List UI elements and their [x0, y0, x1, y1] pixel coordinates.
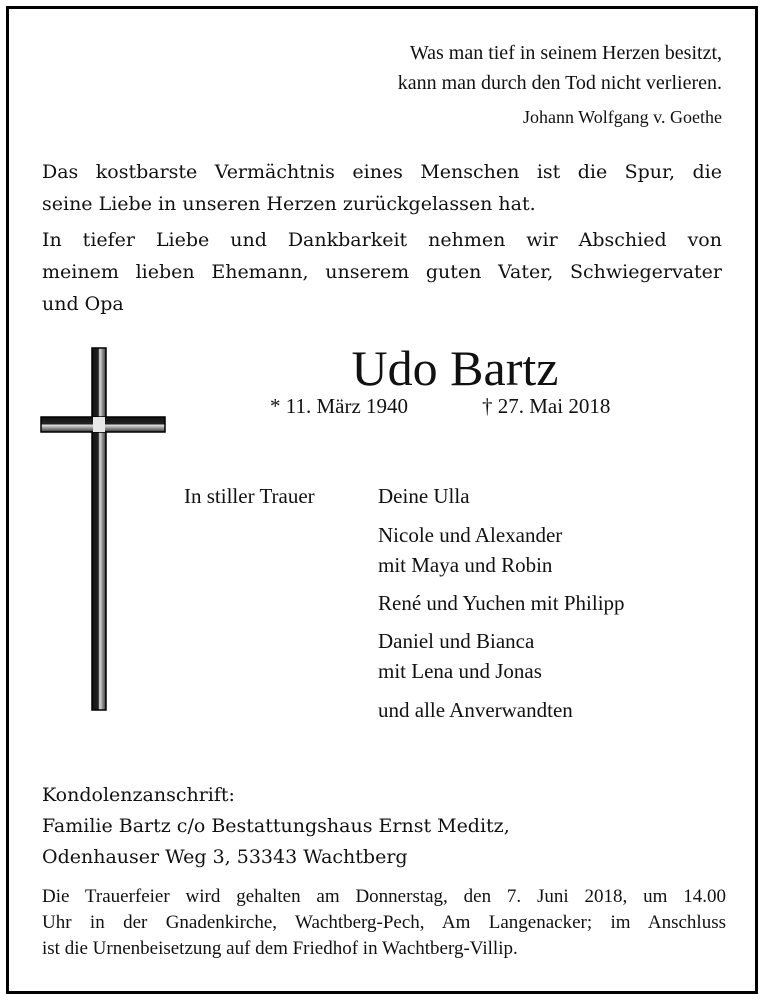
mourner-line: Daniel und Bianca [378, 629, 535, 653]
birth-date: * 11. März 1940 [270, 394, 409, 418]
text-line: meinem lieben Ehemann, unserem guten Vater, Schwiegervater [42, 261, 722, 283]
goethe-quote [398, 38, 722, 98]
funeral-line: Uhr in der Gnadenkirche, Wachtberg-Pech, Am Langenacker; im Anschluss [42, 912, 726, 933]
mourning-label: In stiller Trauer [184, 484, 315, 508]
condolence-address [42, 780, 510, 873]
mourner-line: Nicole und Alexander [378, 523, 563, 547]
address-line: Odenhauser Weg 3, 53343 Wachtberg [42, 846, 408, 868]
deceased-name: Udo Bartz [351, 340, 559, 396]
mourner-line: und alle Anverwandten [378, 698, 573, 722]
cross-icon [40, 347, 166, 711]
text-line: In tiefer Liebe und Dankbarkeit nehmen wir Abschied von [42, 229, 722, 251]
text-line: Das kostbarste Vermächtnis eines Menschen ist die Spur, die [42, 161, 722, 183]
mourner-line: Deine Ulla [378, 484, 470, 508]
quote-line: kann man durch den Tod nicht verlieren. [397, 72, 722, 94]
condolence-title: Kondolenzanschrift: [42, 784, 235, 806]
quote-line: Was man tief in seinem Herzen besitzt, [409, 42, 722, 64]
mourner-group [378, 520, 562, 580]
mourner-line: René und Yuchen mit Philipp [378, 591, 625, 615]
intro-paragraph-1 [42, 156, 722, 220]
quote-author: Johann Wolfgang v. Goethe [522, 107, 722, 127]
mourner-group [378, 695, 573, 725]
funeral-line: ist die Urnenbeisetzung auf dem Friedhof in Wachtberg-Villip. [42, 938, 518, 959]
funeral-info [42, 884, 726, 962]
mourner-group [378, 588, 625, 618]
mourner-group [378, 481, 470, 511]
mourner-line: mit Maya und Robin [378, 553, 553, 577]
text-line: seine Liebe in unseren Herzen zurückgelassen hat. [42, 193, 536, 215]
mourner-group [378, 626, 542, 686]
intro-paragraph-2 [42, 224, 722, 320]
address-line: Familie Bartz c/o Bestattungshaus Ernst Meditz, [42, 815, 510, 837]
mourner-line: mit Lena und Jonas [378, 659, 542, 683]
funeral-line: Die Trauerfeier wird gehalten am Donnerstag, den 7. Juni 2018, um 14.00 [42, 886, 726, 907]
death-date: † 27. Mai 2018 [482, 394, 611, 418]
text-line: und Opa [42, 293, 124, 315]
